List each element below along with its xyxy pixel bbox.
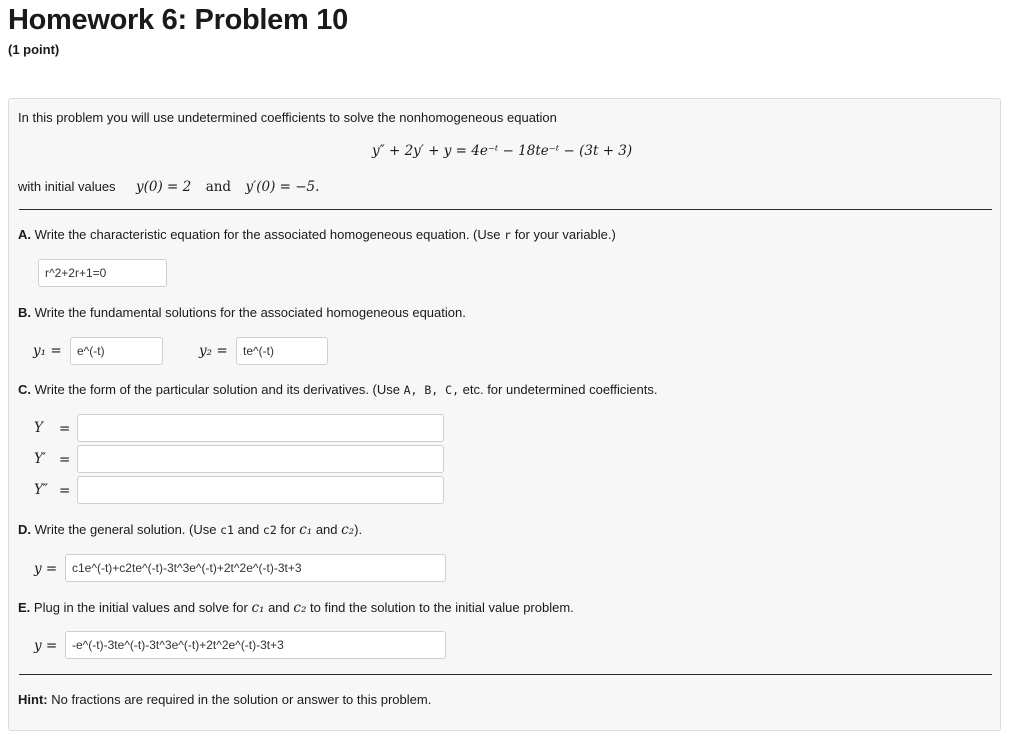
y1-label: y₁ = bbox=[33, 343, 62, 359]
initial-y0: y(0) = 2 bbox=[136, 179, 192, 195]
part-c-letter: C. bbox=[18, 382, 31, 397]
part-d-prompt bbox=[18, 522, 362, 538]
general-solution-input[interactable] bbox=[65, 554, 446, 582]
Y-equals: = bbox=[59, 421, 71, 437]
part-e-prompt bbox=[18, 600, 574, 616]
part-c-text-end: etc. for undetermined coefficients. bbox=[462, 382, 658, 397]
part-d-and-2: and bbox=[315, 522, 338, 537]
Y-label: Y bbox=[34, 420, 43, 436]
part-e-and: and bbox=[268, 600, 290, 615]
part-e-text: Plug in the initial values and solve for bbox=[33, 600, 248, 615]
Yprime-label: Y′ bbox=[34, 451, 46, 467]
part-d-for: for bbox=[280, 522, 296, 537]
part-d-close: ). bbox=[354, 522, 363, 537]
part-a-prompt bbox=[18, 227, 616, 242]
part-d-c1-code: c1 bbox=[220, 523, 234, 537]
ivp-solution-input[interactable] bbox=[65, 631, 446, 659]
part-a-text: Write the characteristic equation for the associated homogeneous equation. (Use bbox=[34, 227, 501, 242]
Ydoubleprime-input[interactable] bbox=[77, 476, 444, 504]
part-d-letter: D. bbox=[18, 522, 31, 537]
y2-label: y₂ = bbox=[199, 343, 228, 359]
Y-input[interactable] bbox=[77, 414, 444, 442]
part-c-text: Write the form of the particular solution and its derivatives. (Use bbox=[34, 382, 400, 397]
point-value: (1 point) bbox=[8, 42, 60, 57]
y1-input[interactable] bbox=[70, 337, 163, 365]
Ydoubleprime-equals: = bbox=[59, 483, 71, 499]
part-c-prompt bbox=[18, 382, 658, 397]
part-e-letter: E. bbox=[18, 600, 31, 615]
hint-label: Hint: bbox=[18, 692, 48, 707]
Yprime-input[interactable] bbox=[77, 445, 444, 473]
part-d-and: and bbox=[237, 522, 260, 537]
part-a-text-end: for your variable.) bbox=[514, 227, 616, 242]
divider bbox=[19, 209, 992, 210]
problem-intro: In this problem you will use undetermined coefficients to solve the nonhomogeneous equation bbox=[18, 110, 557, 125]
ivp-solution-label: y = bbox=[34, 638, 58, 654]
hint bbox=[18, 692, 431, 707]
y2-input[interactable] bbox=[236, 337, 328, 365]
divider-bottom bbox=[19, 674, 992, 675]
part-d-c2-math: c₂ bbox=[341, 522, 355, 538]
initial-and: and bbox=[205, 179, 232, 195]
part-e-text-end: to find the solution to the initial value problem. bbox=[310, 600, 574, 615]
part-e-c2: c₂ bbox=[293, 600, 307, 616]
part-a-letter: A. bbox=[18, 227, 31, 242]
part-d-c1-math: c₁ bbox=[299, 522, 313, 538]
Ydoubleprime-label: Y″ bbox=[34, 482, 48, 498]
problem-panel bbox=[8, 98, 1001, 731]
initial-values bbox=[18, 178, 319, 196]
part-e-c1: c₁ bbox=[251, 600, 265, 616]
part-d-c2-code: c2 bbox=[262, 523, 277, 537]
hint-text: No fractions are required in the solution or answer to this problem. bbox=[51, 692, 432, 707]
initial-dy0: y′(0) = −5. bbox=[245, 179, 320, 195]
part-c-coefficients: A, B, C, bbox=[403, 383, 459, 397]
Yprime-equals: = bbox=[59, 452, 71, 468]
part-b-letter: B. bbox=[18, 305, 31, 320]
part-b-text: Write the fundamental solutions for the associated homogeneous equation. bbox=[34, 305, 466, 320]
characteristic-equation-input[interactable] bbox=[38, 259, 167, 287]
part-a-variable: r bbox=[504, 228, 512, 242]
general-solution-label: y = bbox=[34, 561, 58, 577]
initial-values-label: with initial values bbox=[18, 179, 116, 194]
page-title: Homework 6: Problem 10 bbox=[8, 4, 348, 36]
part-d-text: Write the general solution. (Use bbox=[34, 522, 217, 537]
part-b-prompt bbox=[18, 305, 466, 320]
differential-equation: y″ + 2y′ + y = 4e⁻ᵗ − 18te⁻ᵗ − (3t + 3) bbox=[372, 143, 633, 159]
